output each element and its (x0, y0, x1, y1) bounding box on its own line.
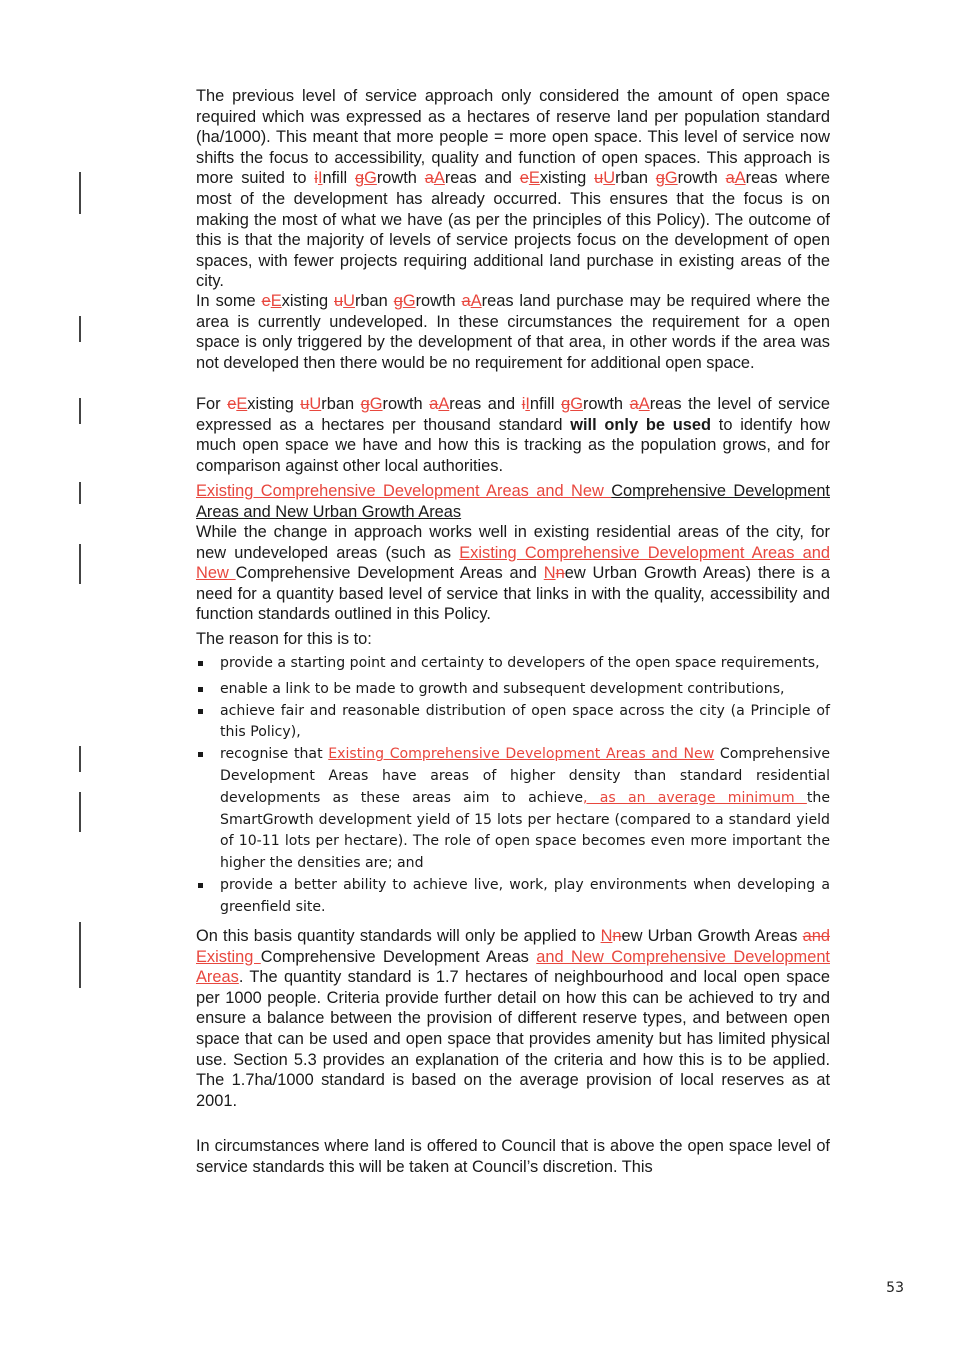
change-bar (79, 922, 81, 988)
text: rowth (376, 169, 425, 188)
inserted-text: and New Comprehensive Development Areas (196, 947, 830, 987)
text: reas land purchase may be required where the area is currently undeveloped. In these circumstances the requirement for a open space is only triggered by the development of that area, in other words if the area was not developed then there would be no requirement for additional open space. (196, 292, 831, 372)
list-item (196, 679, 830, 701)
text: xisting (247, 395, 301, 413)
bullet-icon (198, 687, 203, 692)
bold-text: will only be used (570, 415, 712, 434)
text: nfill (322, 169, 355, 188)
text: rowth (415, 292, 462, 310)
paragraph-6 (196, 1136, 830, 1177)
text: nfill (529, 395, 562, 413)
inserted-text: U (343, 292, 355, 310)
bullet-text: recognise that (220, 746, 329, 763)
text: Comprehensive Development Areas and (235, 564, 544, 583)
text: In some (196, 292, 262, 310)
text: The previous level of service approach only considered the amount of open space required which was expressed as a hectares of reserve land per population standard (ha/1000). This meant that more people = more open space. This level of service now shifts the focus to accessibility, quality and function of open spaces. This approach is more suited to (196, 87, 830, 188)
change-bar (79, 172, 81, 214)
text: xisting (281, 292, 334, 310)
text: reas and (449, 395, 522, 413)
inserted-text: A (438, 395, 450, 413)
text: reas and (444, 169, 520, 188)
text: While the change in approach works well in existing residential areas of the city, for new undeveloped areas (such as (196, 523, 830, 562)
text: In circumstances where land is offered to Council that is above the open space level of service standards this will be taken at Council’s discretion. This (196, 1137, 830, 1176)
paragraph-1 (196, 86, 830, 292)
inserted-text: G (364, 169, 377, 188)
paragraph-5 (196, 926, 830, 1111)
inserted-text: A (734, 169, 746, 188)
text: rowth (582, 395, 630, 413)
deleted-text: u (300, 395, 310, 413)
bullet-list (196, 653, 830, 919)
bullet-icon (198, 709, 203, 714)
inserted-text: A (470, 292, 482, 310)
text: rowth (382, 395, 430, 413)
inserted-text: , as an average minimum (583, 789, 807, 806)
text: ew Urban Growth Areas) there is a need for a quantity based level of service that links in with the quality, accessibility and function standards outlined in this Policy. (196, 564, 831, 624)
bullet-text: enable a link to be made to growth and subsequent development contributions, (220, 680, 785, 697)
deleted-text: and (802, 927, 831, 945)
inserted-text: N (600, 927, 613, 945)
inserted-text: G (570, 395, 583, 413)
deleted-text: e (519, 169, 529, 188)
deleted-text: g (354, 169, 365, 188)
deleted-text: i (314, 169, 318, 188)
text: xisting (539, 169, 595, 188)
deleted-text: g (360, 395, 370, 413)
deleted-text: i (521, 395, 526, 413)
text: Comprehensive Development Areas (260, 947, 537, 966)
inserted-text: G (402, 292, 416, 310)
text: For (196, 395, 228, 413)
list-item (196, 744, 830, 875)
inserted-text: I (525, 395, 530, 413)
deleted-text: g (655, 169, 665, 188)
bullet-text: achieve fair and reasonable distribution of open space across the city (a Principle of this Policy), (220, 702, 830, 741)
deleted-text: a (461, 292, 471, 310)
list-item (196, 701, 830, 745)
text: . The quantity standard is 1.7 hectares of neighbourhood and local open space per 1000 people. Criteria provide further detail on how this can be achieved to try and ensure a balance between the provision of different reserve types, and between open space that can be used and open space that provides amenity but has limited physical use. Section 5.3 provides an explanation of the criteria and how this is to be applied. The 1.7ha/1000 standard is based on the average provision of local reserves as at 2001. (196, 968, 830, 1110)
deleted-text: g (393, 292, 403, 310)
bullet-text: the SmartGrowth development yield of 15 lots per hectare (compared to a standard yield of 10-11 lots per hectare). The role of open space becomes even more important the higher the densities are; and (220, 789, 831, 872)
text: On this basis quantity standards will only be applied to (196, 927, 601, 945)
deleted-text: u (334, 292, 344, 310)
inserted-text: N (543, 564, 556, 583)
inserted-text: G (369, 395, 383, 413)
paragraph-4 (196, 522, 830, 625)
deleted-text: n (612, 927, 622, 945)
text: rban (321, 395, 361, 413)
deleted-text: u (594, 169, 604, 188)
inserted-text: Existing (196, 947, 261, 966)
inserted-text: E (236, 395, 248, 413)
deleted-text: a (629, 395, 639, 413)
inserted-text: E (528, 169, 540, 188)
inserted-text: U (309, 395, 322, 413)
text: The reason for this is to: (196, 630, 372, 648)
reason-line (196, 629, 830, 650)
inserted-text: E (270, 292, 282, 310)
change-bar (79, 482, 81, 504)
bullet-icon (198, 752, 203, 757)
section-heading (196, 481, 830, 522)
change-bar (79, 398, 81, 424)
deleted-text: g (561, 395, 571, 413)
inserted-text: A (638, 395, 650, 413)
deleted-text: n (555, 564, 565, 583)
deleted-text: a (429, 395, 439, 413)
inserted-text: Existing Comprehensive Development Areas and New (196, 482, 612, 500)
inserted-text: I (317, 169, 323, 188)
change-bar (79, 316, 81, 342)
change-bar (79, 746, 81, 772)
bullet-text: provide a better ability to achieve live, work, play environments when developing a greenfield site. (220, 876, 830, 915)
text: rowth (677, 169, 726, 188)
change-bar (79, 544, 81, 584)
inserted-text: Existing Comprehensive Development Areas and New (196, 543, 830, 583)
text: rban (615, 169, 656, 188)
bullet-text: provide a starting point and certainty to developers of the open space requirements, (220, 655, 820, 671)
bullet-icon (198, 661, 203, 666)
inserted-text: G (664, 169, 678, 188)
text: reas the level of service expressed as a hectares per thousand standard (196, 395, 831, 434)
inserted-text: U (603, 169, 616, 188)
inserted-text: A (433, 169, 445, 188)
page-number: 53 (886, 1280, 904, 1296)
deleted-text: e (261, 292, 271, 310)
change-bar (79, 792, 81, 832)
text: ew Urban Growth Areas (621, 927, 803, 945)
list-item (196, 875, 830, 919)
heading-text: Comprehensive Development Areas and New Urban Growth Areas (196, 482, 830, 521)
list-item (196, 653, 830, 675)
paragraph-3 (196, 394, 830, 476)
text: to identify how much open space we have and how this is tracking as the population grows, and for comparison against other local authorities. (196, 415, 830, 475)
paragraph-2 (196, 291, 830, 373)
inserted-text: Existing Comprehensive Development Areas and New (328, 746, 715, 763)
bullet-text: Comprehensive Development Areas have areas of higher density than standard residential developments as these areas aim to achieve (220, 746, 830, 806)
text: rban (354, 292, 394, 310)
deleted-text: e (227, 395, 237, 413)
deleted-text: a (424, 169, 434, 188)
text: reas where most of the development has already occurred. This ensures that the focus is on making the most of what we have (as per the principles of this Policy). The outcome of this is that the majority of levels of service projects focus on the development of open spaces, with fewer projects requiring additional land purchase in existing areas of the city. (196, 169, 831, 291)
deleted-text: a (725, 169, 735, 188)
bullet-icon (198, 883, 203, 888)
